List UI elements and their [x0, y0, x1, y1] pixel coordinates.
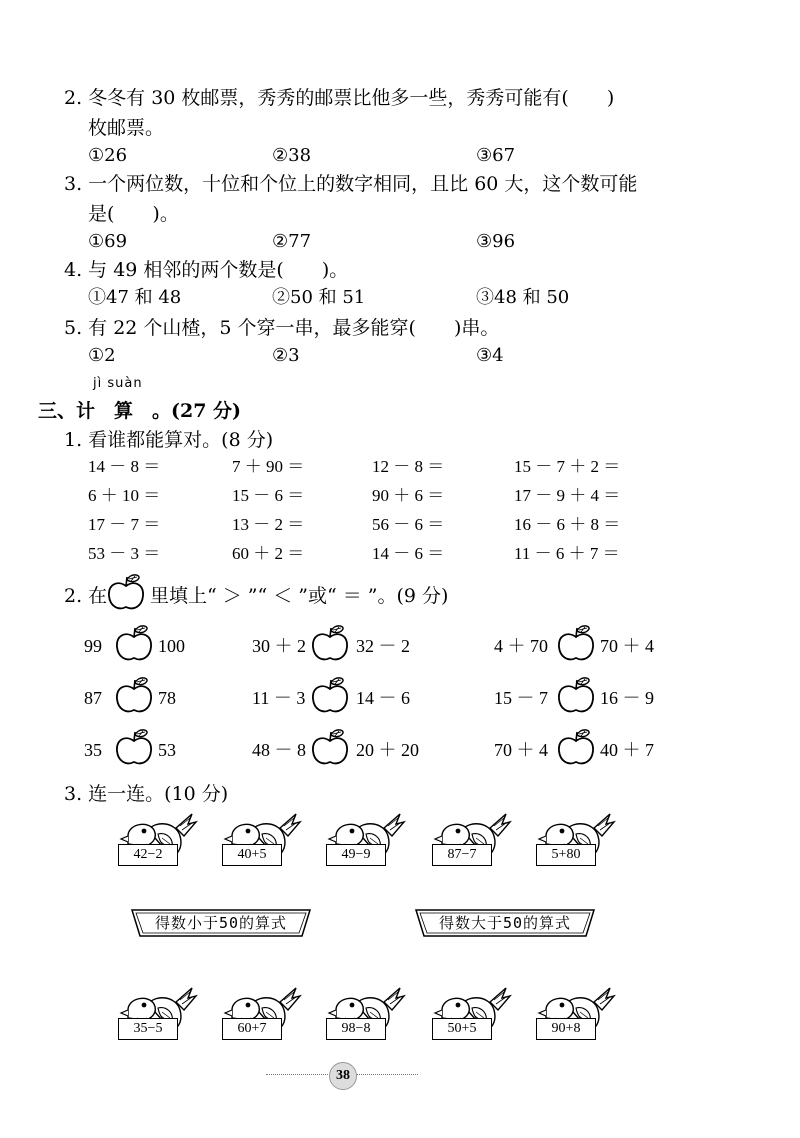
top-bird-expression: 49−9: [326, 844, 386, 866]
compare-left-expression: 87: [84, 688, 102, 708]
top-bird-card[interactable]: [432, 810, 512, 870]
compare-right-expression: 70 ＋ 4: [600, 636, 654, 656]
compare-title-after: 里填上“ ＞ ”“ ＜ ”或“ ＝ ”。(9 分): [150, 585, 449, 607]
compare-right-expression: 20 ＋ 20: [356, 740, 419, 760]
q2-line2: 枚邮票。: [88, 117, 165, 139]
apple-answer-slot[interactable]: [114, 624, 154, 668]
compare-right-expression: 78: [158, 688, 176, 708]
banner-greater-than-50[interactable]: [414, 906, 596, 940]
calc-expression: 14 － 6 ＝: [372, 544, 445, 563]
calc-expression: 17 － 9 ＋ 4 ＝: [514, 486, 621, 505]
q3-option-3: ③96: [476, 231, 516, 252]
bottom-bird-card[interactable]: [536, 984, 616, 1044]
q5-option-3: ③4: [476, 345, 504, 366]
calc-expression: 7 ＋ 90 ＝: [232, 457, 305, 476]
compare-left-expression: 4 ＋ 70: [494, 636, 548, 656]
bottom-bird-expression: 90+8: [536, 1018, 596, 1040]
q2-line1: 2. 冬冬有 30 枚邮票，秀秀的邮票比他多一些，秀秀可能有( ): [64, 87, 615, 109]
compare-title-before: 2. 在: [64, 585, 108, 607]
top-bird-card[interactable]: [118, 810, 198, 870]
top-bird-expression: 40+5: [222, 844, 282, 866]
banner-less-than-50[interactable]: [130, 906, 312, 940]
apple-answer-slot[interactable]: [114, 676, 154, 720]
section3-pinyin: jì suàn: [93, 376, 143, 391]
bottom-bird-expression: 98−8: [326, 1018, 386, 1040]
apple-answer-slot[interactable]: [310, 624, 350, 668]
apple-icon: [106, 574, 146, 616]
apple-answer-slot[interactable]: [310, 728, 350, 772]
calc-expression: 56 － 6 ＝: [372, 515, 445, 534]
apple-answer-slot[interactable]: [114, 728, 154, 772]
compare-left-expression: 30 ＋ 2: [252, 636, 306, 656]
q4-option-3: ③48 和 50: [476, 287, 570, 308]
apple-answer-slot[interactable]: [310, 676, 350, 720]
calc-expression: 60 ＋ 2 ＝: [232, 544, 305, 563]
q4-line1: 4. 与 49 相邻的两个数是( )。: [64, 259, 349, 281]
calc-expression: 53 － 3 ＝: [88, 544, 161, 563]
section3-title: 三、计 算 。(27 分): [38, 400, 242, 422]
bottom-bird-card[interactable]: [222, 984, 302, 1044]
q4-option-1: ①47 和 48: [88, 287, 182, 308]
calc-expression: 90 ＋ 6 ＝: [372, 486, 445, 505]
q4-option-2: ②50 和 51: [272, 287, 366, 308]
compare-left-expression: 48 － 8: [252, 740, 306, 760]
q5-line1: 5. 有 22 个山楂，5 个穿一串，最多能穿( )串。: [64, 317, 500, 339]
banner-left-label: 得数小于50的算式: [154, 914, 288, 932]
bottom-bird-card[interactable]: [118, 984, 198, 1044]
calc-expression: 16 － 6 ＋ 8 ＝: [514, 515, 621, 534]
apple-answer-slot[interactable]: [556, 728, 596, 772]
bottom-bird-expression: 35−5: [118, 1018, 178, 1040]
compare-right-expression: 100: [158, 636, 185, 656]
top-bird-expression: 5+80: [536, 844, 596, 866]
q3-line2: 是( )。: [88, 203, 179, 225]
calc-expression: 13 － 2 ＝: [232, 515, 305, 534]
q5-option-1: ①2: [88, 345, 116, 366]
q3-option-2: ②77: [272, 231, 312, 252]
apple-answer-slot[interactable]: [556, 676, 596, 720]
apple-answer-slot[interactable]: [556, 624, 596, 668]
compare-left-expression: 11 － 3: [252, 688, 306, 708]
bottom-bird-expression: 60+7: [222, 1018, 282, 1040]
q3-line1: 3. 一个两位数，十位和个位上的数字相同，且比 60 大，这个数可能: [64, 173, 638, 195]
bottom-bird-card[interactable]: [432, 984, 512, 1044]
page-number: 38: [329, 1062, 357, 1090]
calc-expression: 6 ＋ 10 ＝: [88, 486, 161, 505]
compare-left-expression: 15 － 7: [494, 688, 548, 708]
q5-option-2: ②3: [272, 345, 300, 366]
connect-title: 3. 连一连。(10 分): [64, 783, 229, 805]
banner-right-label: 得数大于50的算式: [438, 914, 572, 932]
bottom-bird-card[interactable]: [326, 984, 406, 1044]
calc-expression: 12 － 8 ＝: [372, 457, 445, 476]
compare-right-expression: 40 ＋ 7: [600, 740, 654, 760]
top-bird-card[interactable]: [222, 810, 302, 870]
compare-right-expression: 16 － 9: [600, 688, 654, 708]
compare-left-expression: 35: [84, 740, 102, 760]
q3-option-1: ①69: [88, 231, 128, 252]
bottom-bird-expression: 50+5: [432, 1018, 492, 1040]
top-bird-expression: 42−2: [118, 844, 178, 866]
compare-right-expression: 14 － 6: [356, 688, 410, 708]
compare-left-expression: 99: [84, 636, 102, 656]
footer-dots-right: [356, 1074, 418, 1075]
top-bird-expression: 87−7: [432, 844, 492, 866]
footer-dots-left: [266, 1074, 328, 1075]
calc-expression: 17 － 7 ＝: [88, 515, 161, 534]
compare-left-expression: 70 ＋ 4: [494, 740, 548, 760]
compare-right-expression: 53: [158, 740, 176, 760]
calc-expression: 15 － 7 ＋ 2 ＝: [514, 457, 621, 476]
top-bird-card[interactable]: [326, 810, 406, 870]
calc-expression: 15 － 6 ＝: [232, 486, 305, 505]
top-bird-card[interactable]: [536, 810, 616, 870]
calc-expression: 14 － 8 ＝: [88, 457, 161, 476]
compare-right-expression: 32 － 2: [356, 636, 410, 656]
q2-option-2: ②38: [272, 145, 312, 166]
calc-title: 1. 看谁都能算对。(8 分): [64, 429, 274, 451]
q2-option-3: ③67: [476, 145, 516, 166]
calc-expression: 11 － 6 ＋ 7 ＝: [514, 544, 620, 563]
q2-option-1: ①26: [88, 145, 128, 166]
